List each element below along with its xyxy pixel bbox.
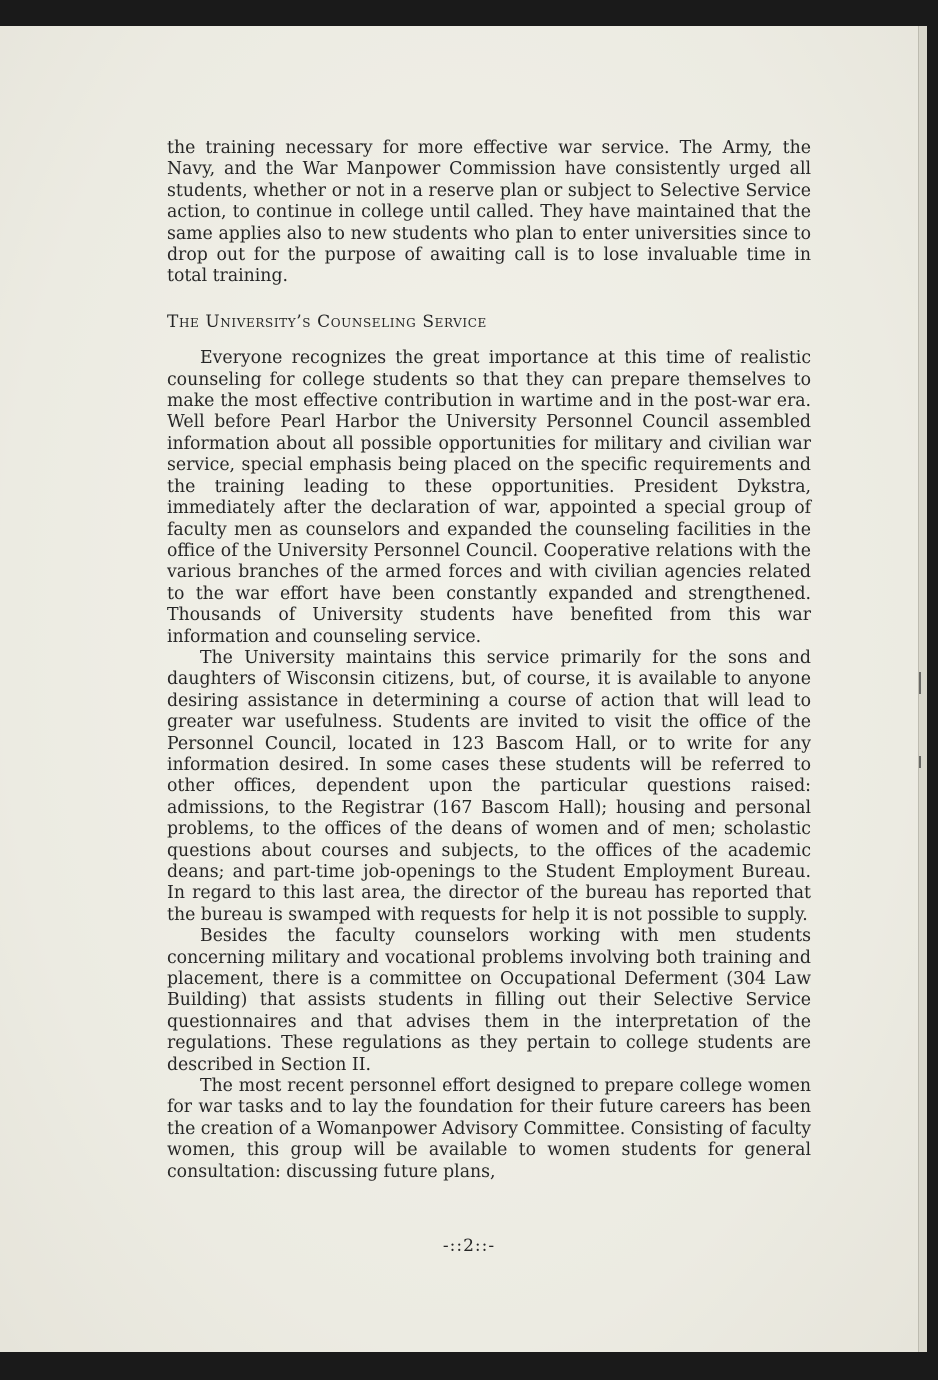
paragraph: Everyone recognizes the great importance at this time of realistic counseling for college students so that they can prepare themselves to make the most effective contribution in wartime and in the post-war era. Well before Pearl Harbor the University Personnel Council assembled information about all possible opportunities for military and civilian war service, special emphasis being placed on the specific requirements and the training leading to these opportunities. President Dykstra, immediately after the declaration of war, appointed a special group of faculty men as counselors and expanded the counseling facilities in the office of the University Personnel Council. Cooperative relations with the various branches of the armed forces and with civilian agencies related to the war effort have been constantly expanded and strengthened. Thousands of University students have benefited from this war information and counseling service. <box>167 348 811 647</box>
paragraph: The most recent personnel effort designed to prepare college women for war tasks and to lay the foundation for their future careers has been the creation of a Womanpower Advisory Committee. Consisting of faculty women, this group will be available to women students for general consultation: discussing future plans, <box>167 1076 811 1182</box>
body-text <box>167 138 811 1183</box>
edge-mark <box>919 672 921 694</box>
opening-paragraph: the training necessary for more effective war service. The Army, the Navy, and the War Manpower Commission have consistently urged all students, whether or not in a reserve plan or subject to Selective Service action, to continue in college until called. They have maintained that the same applies also to new students who plan to enter universities since to drop out for the purpose of awaiting call is to lose invaluable time in total training. <box>167 138 811 287</box>
page-number: -::2::- <box>442 1236 496 1256</box>
paragraph: The University maintains this service primarily for the sons and daughters of Wisconsin citizens, but, of course, it is available to anyone desiring assistance in determining a course of action that will lead to greater war usefulness. Students are invited to visit the office of the Personnel Council, located in 123 Bascom Hall, or to write for any information desired. In some cases these students will be referred to other offices, dependent upon the particular questions raised: admissions, to the Registrar (167 Bascom Hall); housing and personal problems, to the offices of the deans of women and of men; scholastic questions about courses and subjects, to the offices of the academic deans; and part-time job-openings to the Student Employment Bureau. In regard to this last area, the director of the bureau has reported that the bureau is swamped with requests for help it is not possible to supply. <box>167 647 811 925</box>
edge-mark <box>919 756 921 768</box>
section-heading: The University’s Counseling Service <box>167 311 487 332</box>
paragraph: Besides the faculty counselors working with men students concerning military and vocational problems involving both training and placement, there is a committee on Occupational Deferment (304 Law Building) that assists students in filling out their Selective Service questionnaires and that advises them in the interpretation of the regulations. These regulations as they pertain to college students are described in Section II. <box>167 926 811 1075</box>
